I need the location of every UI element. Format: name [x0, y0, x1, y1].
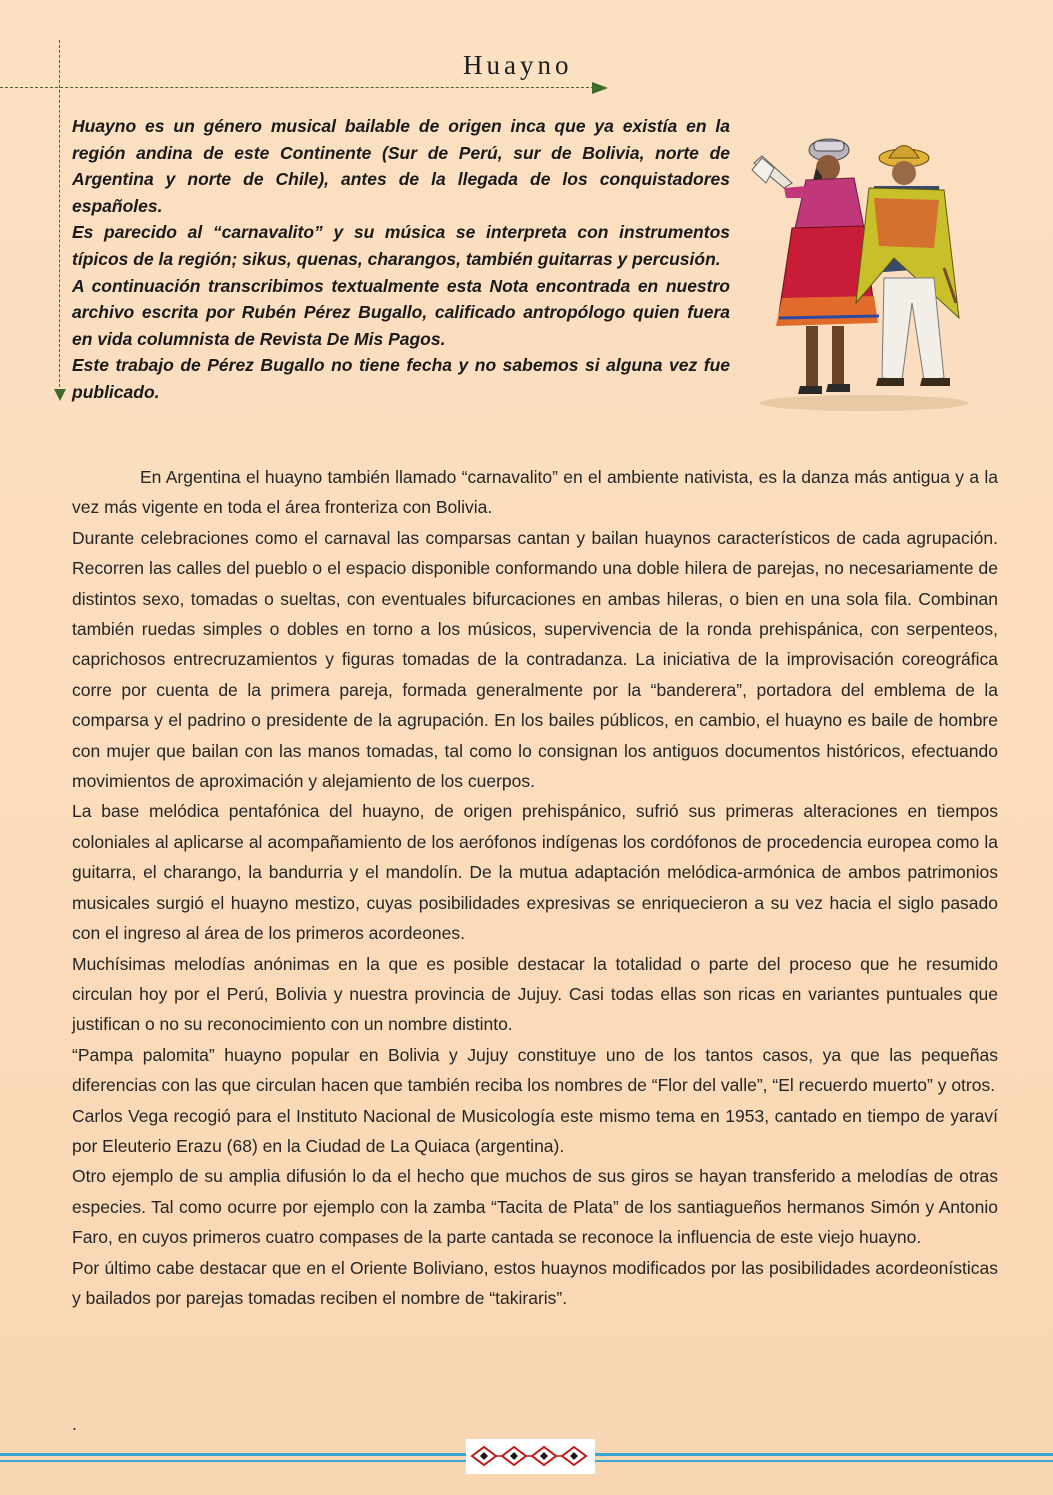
decorative-horizontal-line	[0, 87, 594, 88]
article-paragraph: En Argentina el huayno también llamado “carnavalito” en el ambiente nativista, es la danza más antigua y a la vez más vigente en toda el área fronteriza con Bolivia.	[72, 467, 998, 518]
trailing-dot: .	[72, 1414, 77, 1434]
page-title: Huayno	[463, 50, 573, 80]
intro-paragraph: Huayno es un género musical bailable de origen inca que ya existía en la región andina de este Continente (Sur de Perú, sur de Bolivia, norte de Argentina y norte de Chile), antes de la llegada de los conquistadores españoles.	[72, 116, 730, 216]
arrow-right-icon	[592, 82, 608, 94]
intro-paragraph: Es parecido al “carnavalito” y su música se interpreta con instrumentos típicos de la región; sikus, quenas, charangos, también guitarras y percusión.	[72, 222, 730, 269]
andean-pattern-ornament-icon	[466, 1439, 595, 1474]
article-paragraph: Por último cabe destacar que en el Oriente Boliviano, estos huaynos modificados por las posibilidades acordeonísticas y bailados por parejas tomadas reciben el nombre de “takiraris”.	[72, 1257, 998, 1308]
intro-paragraph: Este trabajo de Pérez Bugallo no tiene fecha y no sabemos si alguna vez fue publicado.	[72, 355, 730, 402]
article-paragraph: La base melódica pentafónica del huayno, de origen prehispánico, sufrió sus primeras alteraciones en tiempos coloniales al aplicarse al acompañamiento de los aerófonos indígenas los cordófonos de procedencia europea como la guitarra, el charango, la bandurria y el mandolín. De la mutua adaptación melódica-armónica de ambos patrimonios musicales surgió el huayno mestizo, cuyas posibilidades expresivas se enriquecieron a su vez hacia el siglo pasado con el ingreso al área de los primeros acordeones.	[72, 801, 998, 944]
article-paragraph: Carlos Vega recogió para el Instituto Nacional de Musicología este mismo tema en 1953, cantado en tiempo de yaraví por Eleuterio Erazu (68) en la Ciudad de La Quiaca (argentina).	[72, 1105, 998, 1156]
arrow-down-icon	[54, 389, 66, 401]
intro-paragraph: A continuación transcribimos textualmente esta Nota encontrada en nuestro archivo escrita por Rubén Pérez Bugallo, calificado antropólogo quien fuera en vida columnista de Revista De Mis Pagos.	[72, 275, 730, 349]
article-body	[72, 462, 998, 1313]
article-paragraph: Otro ejemplo de su amplia difusión lo da el hecho que muchos de sus giros se hayan transferido a melodías de otras especies. Tal como ocurre por ejemplo con la zamba “Tacita de Plata” de los santiagueños hermanos Simón y Antonio Faro, en cuyos primeros cuatro compases de la parte cantada se reconoce la influencia de este viejo huayno.	[72, 1166, 998, 1248]
andean-dancers-illustration	[744, 128, 984, 413]
article-paragraph: Durante celebraciones como el carnaval las comparsas cantan y bailan huaynos característicos de cada agrupación. Recorren las calles del pueblo o el espacio disponible conformando una doble hilera de parejas, no necesariamente de distintos sexo, tomadas o sueltas, con eventuales bifurcaciones en ambas hileras, o bien en una sola fila. Combinan también ruedas simples o dobles en torno a los músicos, supervivencia de la ronda prehispánica, con serpenteos, caprichosos entrecruzamientos y figuras tomadas de la contradanza. La iniciativa de la improvisación coreográfica corre por cuenta de la primera pareja, formada generalmente por la “banderera”, portadora del emblema de la comparsa y el padrino o presidente de la agrupación. En los bailes públicos, en cambio, el huayno es baile de hombre con mujer que bailan con las manos tomadas, tal como lo consignan los antiguos documentos históricos, efectuando movimientos de aproximación y alejamiento de los cuerpos.	[72, 527, 998, 792]
intro-section	[72, 113, 730, 406]
decorative-vertical-line	[59, 40, 60, 392]
article-paragraph: “Pampa palomita” huayno popular en Bolivia y Jujuy constituye uno de los tantos casos, ya que las pequeñas diferencias con las que circulan hacen que también reciba los nombres de “Flor del valle”, “El recuerdo muerto” y otros.	[72, 1044, 998, 1096]
article-paragraph: Muchísimas melodías anónimas en la que es posible destacar la totalidad o parte del proceso que he resumido circulan hoy por el Perú, Bolivia y nuestra provincia de Jujuy. Casi todas ellas son ricas en variantes puntuales que justifican o no su reconocimiento con un nombre distinto.	[72, 953, 998, 1035]
